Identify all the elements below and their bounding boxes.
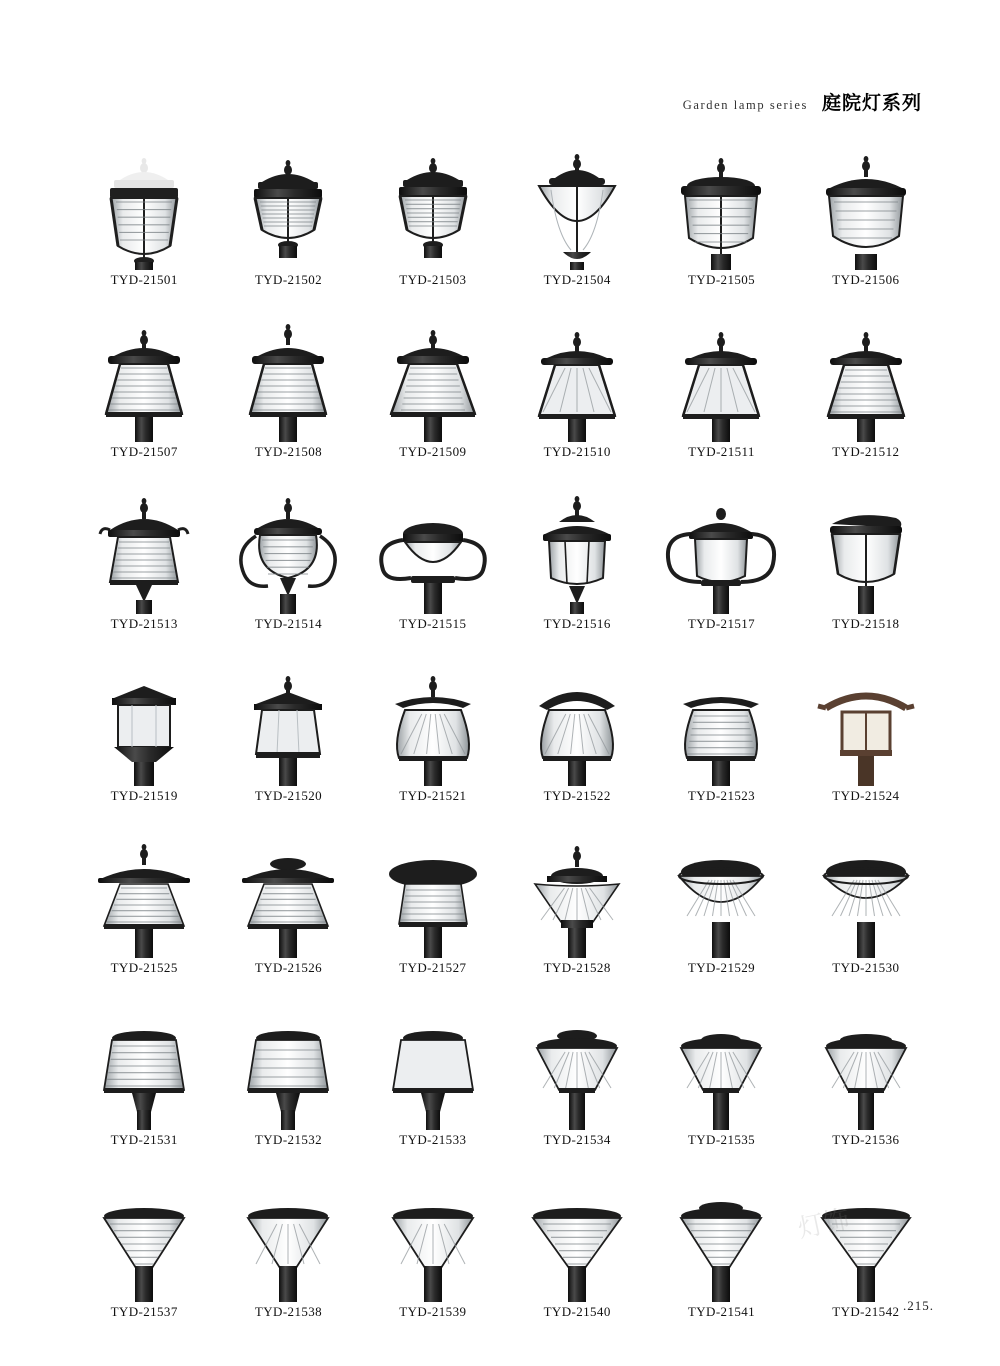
lamp-illustration [506,820,648,958]
product-code: TYD-21535 [687,1132,756,1147]
product-cell [794,820,938,992]
product-cell [505,132,649,304]
lamp-illustration [506,648,648,786]
product-code: TYD-21514 [254,616,323,631]
product-code: TYD-21528 [543,960,611,975]
lamp-illustration [650,1164,792,1302]
product-cell [794,132,938,304]
lamp-illustration [506,992,648,1130]
lamp-illustration [73,304,215,442]
product-cell [216,992,360,1164]
product-code: TYD-21512 [832,444,900,459]
product-code: TYD-21525 [110,960,178,975]
product-cell [505,304,649,476]
lamp-illustration [650,476,792,614]
lamp-illustration [795,476,937,614]
lamp-illustration [217,132,359,270]
product-code: TYD-21518 [832,616,900,631]
product-code: TYD-21542 [832,1304,900,1319]
lamp-illustration [362,820,504,958]
product-code: TYD-21506 [832,272,900,287]
lamp-illustration [217,304,359,442]
product-grid [72,132,938,1336]
product-cell [361,476,505,648]
lamp-illustration [217,648,359,786]
product-cell [361,648,505,820]
product-code: TYD-21510 [543,444,611,459]
page-header [683,88,922,115]
product-code: TYD-21530 [832,960,900,975]
product-code: TYD-21526 [254,960,323,975]
product-code: TYD-21517 [687,616,756,631]
product-code: TYD-21532 [254,1132,323,1147]
lamp-illustration [73,132,215,270]
product-code: TYD-21501 [110,272,178,287]
product-code: TYD-21503 [399,272,467,287]
lamp-illustration [362,1164,504,1302]
product-code: TYD-21511 [688,444,755,459]
product-code: TYD-21521 [399,788,467,803]
lamp-illustration [795,1164,937,1302]
product-cell [505,820,649,992]
lamp-illustration [650,820,792,958]
product-cell [505,648,649,820]
product-cell [794,476,938,648]
product-cell [72,476,216,648]
product-code: TYD-21523 [687,788,756,803]
product-code: TYD-21516 [543,616,611,631]
product-cell [505,476,649,648]
product-cell [649,476,793,648]
product-code: TYD-21522 [543,788,611,803]
product-cell [72,648,216,820]
lamp-illustration [795,992,937,1130]
product-cell [216,132,360,304]
lamp-illustration [217,476,359,614]
product-code: TYD-21509 [399,444,467,459]
product-cell [216,1164,360,1336]
product-cell [216,304,360,476]
lamp-illustration [506,1164,648,1302]
product-code: TYD-21515 [399,616,467,631]
product-cell [361,1164,505,1336]
product-cell [649,992,793,1164]
lamp-illustration [73,1164,215,1302]
lamp-illustration [650,992,792,1130]
product-code: TYD-21531 [110,1132,178,1147]
lamp-illustration [362,992,504,1130]
lamp-illustration [73,476,215,614]
product-code: TYD-21520 [254,788,323,803]
product-cell [361,992,505,1164]
product-cell [72,304,216,476]
product-code: TYD-21540 [543,1304,611,1319]
product-code: TYD-21524 [832,788,900,803]
product-cell [216,648,360,820]
product-code: TYD-21527 [399,960,467,975]
product-cell [794,992,938,1164]
lamp-illustration [506,304,648,442]
product-code: TYD-21502 [254,272,323,287]
product-code: TYD-21513 [110,616,178,631]
product-code: TYD-21539 [399,1304,467,1319]
lamp-illustration [362,476,504,614]
product-code: TYD-21505 [687,272,756,287]
lamp-illustration [362,648,504,786]
lamp-illustration [217,820,359,958]
product-cell [649,304,793,476]
product-code: TYD-21504 [543,272,611,287]
product-cell [794,304,938,476]
product-code: TYD-21541 [687,1304,756,1319]
product-code: TYD-21519 [110,788,178,803]
header-chinese-title: 庭院灯系列 [821,92,922,114]
product-code: TYD-21534 [543,1132,611,1147]
lamp-illustration [795,132,937,270]
product-cell [649,820,793,992]
lamp-illustration [73,820,215,958]
product-cell [72,820,216,992]
product-code: TYD-21538 [254,1304,323,1319]
product-cell [649,648,793,820]
product-code: TYD-21536 [832,1132,900,1147]
lamp-illustration [73,992,215,1130]
lamp-illustration [795,820,937,958]
lamp-illustration [506,132,648,270]
lamp-illustration [795,648,937,786]
product-cell [216,476,360,648]
lamp-illustration [795,304,937,442]
lamp-illustration [73,648,215,786]
lamp-illustration [650,132,792,270]
product-cell [649,1164,793,1336]
product-cell [216,820,360,992]
product-cell [361,132,505,304]
watermark: 灯饰 [795,1204,853,1245]
lamp-illustration [506,476,648,614]
lamp-illustration [362,132,504,270]
product-cell [361,820,505,992]
lamp-illustration [217,992,359,1130]
product-code: TYD-21529 [687,960,756,975]
product-cell [72,132,216,304]
product-code: TYD-21533 [399,1132,467,1147]
page-number: .215. [903,1298,934,1313]
product-cell [505,1164,649,1336]
product-cell [361,304,505,476]
lamp-illustration [217,1164,359,1302]
product-cell [794,648,938,820]
product-code: TYD-21507 [110,444,178,459]
lamp-illustration [362,304,504,442]
product-cell [72,992,216,1164]
product-cell [649,132,793,304]
product-cell [505,992,649,1164]
product-code: TYD-21537 [110,1304,178,1319]
lamp-illustration [650,648,792,786]
lamp-illustration [650,304,792,442]
product-cell [72,1164,216,1336]
header-english-title: Garden lamp series [682,98,808,112]
product-code: TYD-21508 [254,444,323,459]
